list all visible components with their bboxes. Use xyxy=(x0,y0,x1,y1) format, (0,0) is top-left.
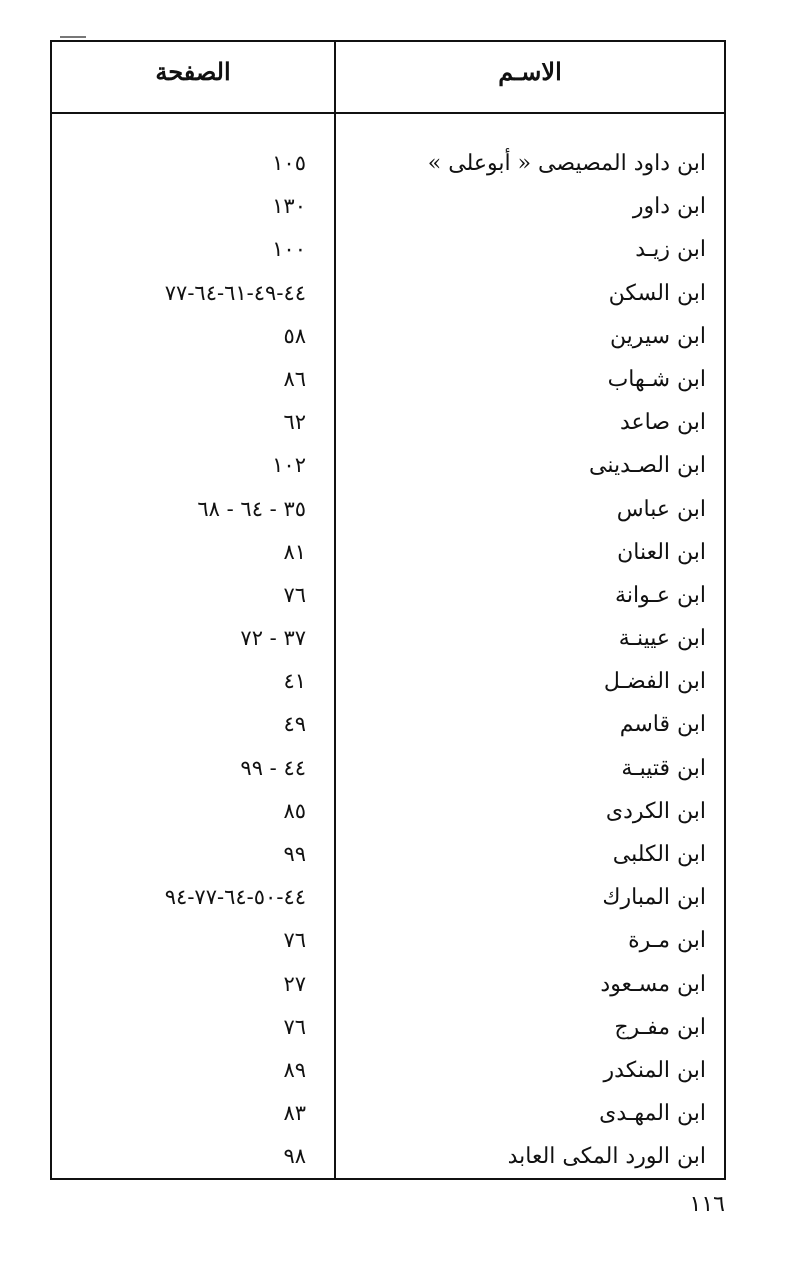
table-row xyxy=(52,401,724,444)
entry-name: ابن العنان xyxy=(617,539,706,565)
entry-name: ابن عيينـة xyxy=(618,626,706,652)
table-row xyxy=(52,272,724,315)
entry-name: ابن مسـعود xyxy=(600,971,706,997)
entry-pages: ٤٤-٥٠-٦٤-٧٧-٩٤ xyxy=(164,885,306,910)
table-row xyxy=(52,790,724,833)
scan-speck xyxy=(60,36,86,38)
table-row xyxy=(52,315,724,358)
entry-pages: ٧٦ xyxy=(283,928,306,953)
header-page: الصفحة xyxy=(155,57,231,86)
entry-name: ابن السكن xyxy=(608,280,706,306)
entry-name: ابن صاعد xyxy=(619,410,706,436)
table-row xyxy=(52,747,724,790)
table-row xyxy=(52,228,724,271)
header-name: الاسـم xyxy=(498,57,562,86)
entry-name: ابن قاسم xyxy=(619,712,706,738)
entry-pages: ٧٦ xyxy=(283,1014,306,1039)
entry-name: ابن داور xyxy=(632,194,706,220)
entry-pages: ٨٣ xyxy=(283,1101,306,1126)
table-row xyxy=(52,488,724,531)
entry-pages: ٨١ xyxy=(283,539,306,564)
entry-pages: ٢٧ xyxy=(283,971,306,996)
table-row xyxy=(52,660,724,703)
entry-pages: ٣٥ - ٦٤ - ٦٨ xyxy=(197,496,306,521)
entry-pages: ٣٧ - ٧٢ xyxy=(240,626,306,651)
entry-pages: ٤٤ - ٩٩ xyxy=(240,755,306,780)
entry-name: ابن داود المصيصى « أبوعلى » xyxy=(427,151,706,176)
entry-pages: ٧٦ xyxy=(283,582,306,607)
entry-name: ابن مفـرج xyxy=(614,1014,706,1040)
entry-name: ابن الفضـل xyxy=(603,669,706,695)
table-row xyxy=(52,142,724,185)
table-row xyxy=(52,1006,724,1049)
entry-pages: ٨٦ xyxy=(283,366,306,391)
index-table xyxy=(50,40,726,1180)
entry-name: ابن مـرة xyxy=(628,928,706,954)
entry-name: ابن الكردى xyxy=(605,798,706,824)
table-row xyxy=(52,876,724,919)
entry-pages: ٤٤-٤٩-٦١-٦٤-٧٧ xyxy=(164,280,306,305)
entry-pages: ٦٢ xyxy=(283,410,306,435)
entry-pages: ٨٩ xyxy=(283,1057,306,1082)
table-row xyxy=(52,1049,724,1092)
entry-pages: ١٠٢ xyxy=(272,453,306,478)
entry-name: ابن الورد المكى العابد xyxy=(507,1144,706,1170)
table-row xyxy=(52,833,724,876)
entry-name: ابن قتيبـة xyxy=(621,755,706,781)
header-divider xyxy=(52,112,724,114)
entry-pages: ١٣٠ xyxy=(272,194,306,219)
entry-pages: ٩٩ xyxy=(283,842,306,866)
entry-name: ابن المهـدى xyxy=(599,1101,706,1127)
table-row xyxy=(52,919,724,962)
table-row xyxy=(52,531,724,574)
entry-pages: ٤٩ xyxy=(283,712,306,737)
page-number: ١١٦ xyxy=(689,1192,725,1217)
entry-name: ابن زيـد xyxy=(635,237,706,263)
entry-pages: ٩٨ xyxy=(283,1144,306,1169)
table-row xyxy=(52,185,724,228)
entry-pages: ٥٨ xyxy=(283,323,306,348)
entry-name: ابن المنكدر xyxy=(603,1057,706,1083)
table-row xyxy=(52,963,724,1006)
entry-name: ابن سيرين xyxy=(609,323,706,349)
entry-pages: ٨٥ xyxy=(283,798,306,823)
entry-pages: ١٠٠ xyxy=(272,237,306,262)
entry-name: ابن المبارك xyxy=(602,885,706,911)
entry-name: ابن الكلبى xyxy=(612,842,706,867)
table-row xyxy=(52,1135,724,1178)
entry-pages: ١٠٥ xyxy=(272,151,306,175)
table-row xyxy=(52,574,724,617)
table-row xyxy=(52,1092,724,1135)
table-row xyxy=(52,358,724,401)
entry-pages: ٤١ xyxy=(283,669,306,694)
entry-name: ابن عـوانة xyxy=(615,582,706,608)
table-body xyxy=(52,142,724,1179)
table-row xyxy=(52,617,724,660)
table-row xyxy=(52,703,724,746)
entry-name: ابن عباس xyxy=(616,496,706,522)
entry-name: ابن الصـدينى xyxy=(589,453,706,479)
table-row xyxy=(52,444,724,487)
entry-name: ابن شـهاب xyxy=(607,366,706,392)
